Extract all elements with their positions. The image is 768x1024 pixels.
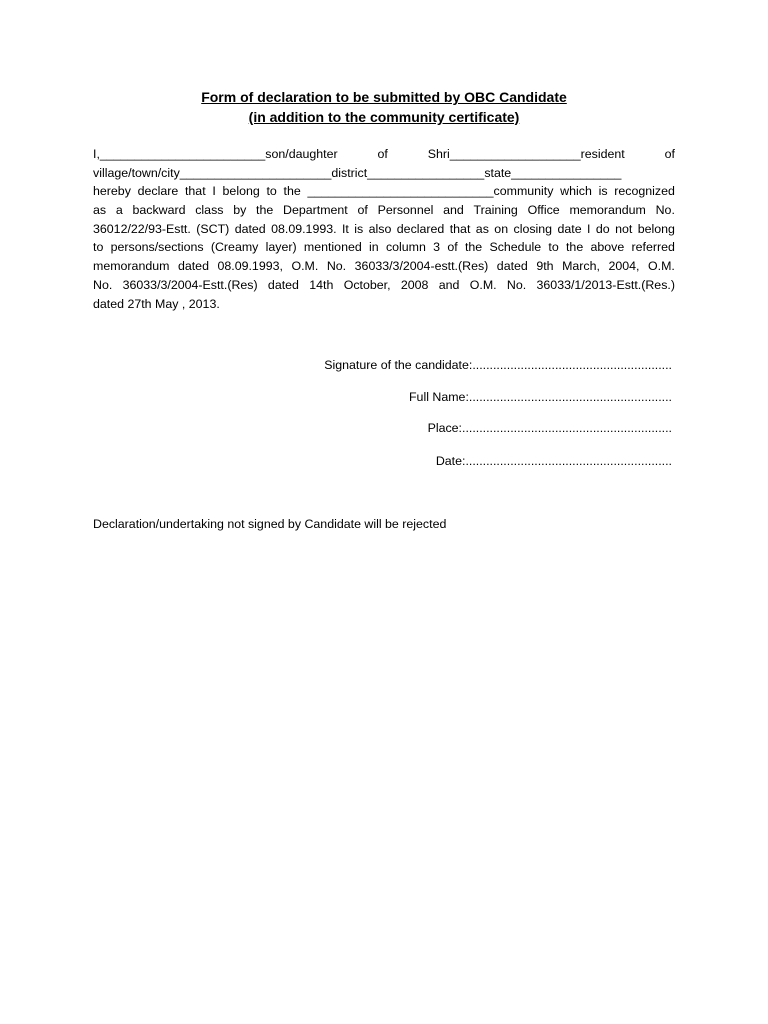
body-word: 3 (433, 240, 441, 255)
body-word: class (195, 203, 224, 218)
body-word: to (548, 240, 559, 255)
body-word: mentioned (303, 240, 362, 255)
body-word: 08.09.1993, (217, 259, 283, 274)
body-word: hereby (93, 184, 131, 199)
body-word: (Creamy (210, 240, 259, 255)
body-word: May (155, 296, 182, 311)
body-word: No. (326, 259, 347, 274)
body-word: 9th (536, 259, 554, 274)
body-word: 36033/3/2004-Estt.(Res) (122, 277, 258, 292)
body-word: Department (283, 203, 348, 218)
body-word: declare (137, 184, 179, 199)
body-word: 14th (309, 277, 334, 292)
body-word: dated (267, 277, 299, 292)
body-line (93, 238, 675, 257)
body-word: of (447, 240, 458, 255)
body-word: dated (93, 296, 128, 311)
body-word: is (598, 184, 608, 199)
body-word: 2013. (188, 296, 220, 311)
body-word: 08.09.1993. (271, 221, 337, 236)
body-word: column (385, 240, 426, 255)
body-word: Schedule (489, 240, 542, 255)
body-word: that (184, 184, 206, 199)
body-word: also (368, 221, 392, 236)
body-word: No. (506, 277, 527, 292)
body-line (93, 257, 675, 276)
body-word: on (494, 221, 509, 236)
body-word: Office (527, 203, 560, 218)
body-word: of (377, 147, 388, 161)
body-word: O.M. (469, 277, 497, 292)
form-title: Form of declaration to be submitted by OBC Candidate (201, 89, 567, 105)
body-word: I (212, 184, 216, 199)
body-word: of (357, 203, 368, 218)
body-word: village/town/city______________________district_________________state________________ (93, 165, 622, 180)
body-word: in (369, 240, 379, 255)
body-word: dated (496, 259, 528, 274)
footer-note: Declaration/undertaking not signed by Candidate will be rejected (93, 517, 447, 531)
body-word: ___________________________community (307, 184, 554, 199)
body-word: and (438, 277, 460, 292)
full-name-field: Full Name:........................................................... (408, 390, 672, 404)
body-word: and (443, 203, 464, 218)
body-word: March, (562, 259, 600, 274)
body-word: as (93, 203, 107, 218)
body-line (93, 295, 675, 314)
body-word: 2008 (400, 277, 429, 292)
body-word: memorandum (93, 259, 170, 274)
body-word: a (115, 203, 123, 218)
body-line (93, 220, 675, 239)
signature-field: Signature of the candidate:.......................................................... (324, 358, 672, 372)
body-word: as (475, 221, 489, 236)
form-subtitle: (in addition to the community certificate) (248, 109, 520, 125)
body-word: O.M. (291, 259, 319, 274)
body-word: O.M. (648, 259, 675, 274)
body-line (93, 145, 675, 164)
body-word: Training (473, 203, 518, 218)
body-line (93, 201, 675, 220)
body-word: referred (631, 240, 675, 255)
body-line (93, 276, 675, 295)
body-word: October, (343, 277, 391, 292)
body-word: belong (637, 221, 675, 236)
body-word: 36033/1/2013-Estt.(Res.) (536, 277, 675, 292)
body-word: closing (513, 221, 553, 236)
body-word: the (464, 240, 483, 255)
body-word: belong (222, 184, 260, 199)
body-word: backward (132, 203, 186, 218)
body-word: do (595, 221, 610, 236)
body-word: (SCT) (196, 221, 230, 236)
body-word: It (341, 221, 349, 236)
body-word: memorandum (569, 203, 646, 218)
body-line (93, 164, 675, 183)
body-word: 27th (127, 296, 156, 311)
place-field: Place:............................................................. (427, 421, 672, 435)
body-word: 36033/3/2004-estt.(Res) (354, 259, 489, 274)
body-word: which (560, 184, 592, 199)
body-word: not (615, 221, 633, 236)
body-line (93, 182, 675, 201)
body-word: of (664, 147, 675, 161)
body-word: Personnel (377, 203, 434, 218)
body-word: 36012/22/93-Estt. (93, 221, 191, 236)
body-word: No. (655, 203, 675, 218)
body-word: , (181, 296, 189, 311)
body-word: 2004, (608, 259, 640, 274)
body-word: is (354, 221, 364, 236)
body-word: persons/sections (110, 240, 204, 255)
body-word: dated (234, 221, 266, 236)
body-word: No. (93, 277, 113, 292)
body-word: the (283, 184, 301, 199)
body-word: to (93, 240, 104, 255)
body-word: by (233, 203, 247, 218)
body-word: to (266, 184, 277, 199)
declaration-body (93, 145, 675, 313)
body-word: Shri___________________resident (427, 147, 625, 161)
body-word: dated (177, 259, 209, 274)
body-word: layer) (265, 240, 297, 255)
body-word: the (565, 240, 584, 255)
body-word: the (256, 203, 274, 218)
body-word: recognized (614, 184, 675, 199)
date-field: Date:............................................................ (435, 454, 672, 468)
body-word: I (587, 221, 591, 236)
body-word: date (557, 221, 582, 236)
body-word: declared (396, 221, 445, 236)
body-word: that (449, 221, 471, 236)
body-word: I,________________________son/daughter (93, 147, 338, 161)
body-word: above (590, 240, 625, 255)
